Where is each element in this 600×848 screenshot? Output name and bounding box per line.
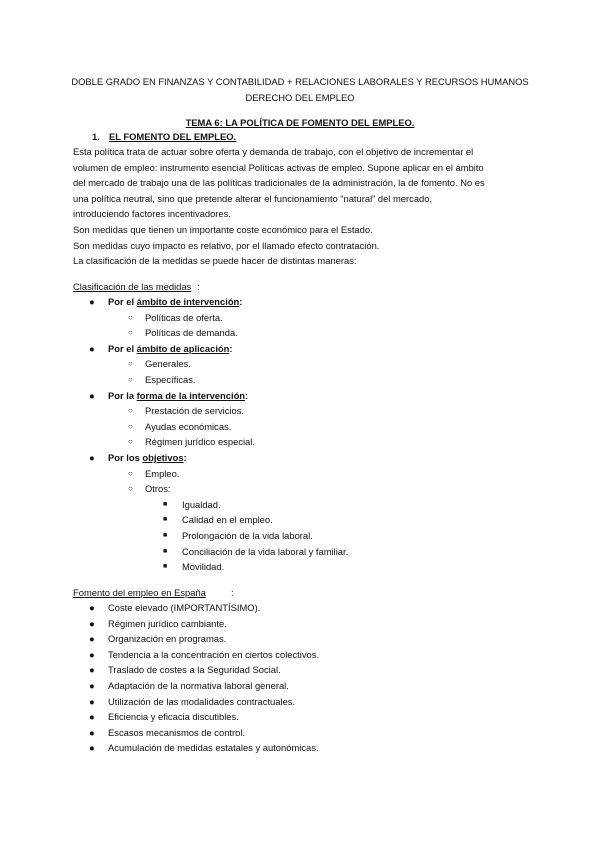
bullet-icon: ● (89, 602, 95, 613)
circle-bullet-icon: ○ (128, 312, 133, 322)
bullet-icon: ● (89, 648, 95, 660)
bullet-icon: ● (89, 742, 95, 754)
list-item: ○ Otros: (0, 481, 600, 497)
fomento-heading-colon: : (231, 587, 234, 598)
header-degree: DOBLE GRADO EN FINANZAS Y CONTABILIDAD + RELACIONES LABORALES Y RECURSOS HUMANOS (71, 76, 529, 87)
circle-bullet-icon: ○ (128, 421, 133, 431)
bullet-icon: ● (89, 617, 95, 629)
list-item: ● Régimen jurídico cambiante. (0, 616, 600, 632)
list-item: ● Traslado de costes a la Seguridad Social. (0, 662, 600, 678)
topic-title: TEMA 6: LA POLÍTICA DE FOMENTO DEL EMPLEO. (185, 117, 415, 128)
square-bullet-icon: ■ (163, 500, 168, 508)
list-item: ○ Prestación de servicios. (0, 403, 600, 419)
paragraph-line: una política neutral, sino que pretende alterar el funcionamiento “natural” del mercado, (73, 192, 433, 204)
list-item: ● Coste elevado (IMPORTANTÍSIMO). (0, 600, 600, 616)
list-item: ○ Políticas de demanda. (0, 325, 600, 341)
paragraph-line: introduciendo factores incentivadores. (73, 208, 231, 220)
list-item: ● Eficiencia y eficacia discutibles. (0, 709, 600, 725)
list-item: ○ Específicas. (0, 372, 600, 388)
list-item: ● Por la forma de la intervención: (0, 388, 600, 404)
list-item: ● Organización en programas. (0, 631, 600, 647)
list-item: ■ Calidad en el empleo. (0, 512, 600, 528)
bullet-icon: ● (89, 695, 95, 707)
list-item: ● Por los objetivos: (0, 450, 600, 466)
circle-bullet-icon: ○ (128, 406, 133, 416)
square-bullet-icon: ■ (163, 563, 168, 571)
fomento-heading: Fomento del empleo en España (73, 587, 206, 598)
list-item: ○ Generales. (0, 356, 600, 372)
section-title: EL FOMENTO DEL EMPLEO. (109, 131, 237, 142)
circle-bullet-icon: ○ (128, 468, 133, 478)
bullet-icon: ● (89, 679, 95, 691)
list-item: ● Escasos mecanismos de control. (0, 725, 600, 741)
intro-paragraph (73, 144, 533, 269)
circle-bullet-icon: ○ (128, 328, 133, 338)
bullet-icon: ● (89, 726, 95, 738)
list-item: ■ Igualdad. (0, 497, 600, 513)
bullet-icon: ● (89, 389, 95, 401)
list-item: ● Tendencia a la concentración en ciertos colectivos. (0, 647, 600, 663)
square-bullet-icon: ■ (163, 547, 168, 555)
list-item: ■ Conciliación de la vida laboral y familiar. (0, 544, 600, 560)
circle-bullet-icon: ○ (128, 359, 133, 369)
section-heading (92, 129, 236, 145)
clasificacion-list (0, 294, 600, 575)
paragraph-line: volumen de empleo: instrumento esencial Políticas activas de empleo. Supone aplicar en el ámbito (73, 161, 484, 173)
paragraph-line: Son medidas cuyo impacto es relativo, por el llamado efecto contratación. (73, 239, 380, 251)
circle-bullet-icon: ○ (128, 484, 133, 494)
list-item: ○ Políticas de oferta. (0, 310, 600, 326)
paragraph-line: Esta política trata de actuar sobre oferta y demanda de trabajo, con el objetivo de incrementar el (73, 146, 474, 157)
bullet-icon: ● (89, 296, 95, 307)
paragraph-line: del mercado de trabajo una de las políticas tradicionales de la administración, la de fomento. No es (73, 177, 485, 189)
bullet-icon: ● (89, 451, 95, 463)
clasificacion-heading: Clasificación de las medidas (73, 281, 192, 292)
list-item: ● Utilización de las modalidades contractuales. (0, 694, 600, 710)
bullet-icon: ● (89, 711, 95, 723)
square-bullet-icon: ■ (163, 531, 168, 539)
square-bullet-icon: ■ (163, 516, 168, 524)
circle-bullet-icon: ○ (128, 374, 133, 384)
list-item: ■ Prolongación de la vida laboral. (0, 528, 600, 544)
circle-bullet-icon: ○ (128, 437, 133, 447)
list-item: ● Acumulación de medidas estatales y autonómicas. (0, 740, 600, 756)
section-number: 1. (92, 131, 100, 142)
list-item: ● Adaptación de la normativa laboral general. (0, 678, 600, 694)
list-item: ■ Movilidad. (0, 559, 600, 575)
bullet-icon: ● (89, 342, 95, 354)
list-item: ● Por el ámbito de aplicación: (0, 341, 600, 357)
header-subject: DERECHO DEL EMPLEO (245, 92, 355, 103)
list-item: ● Por el ámbito de intervención: (0, 294, 600, 310)
paragraph-line: La clasificación de la medidas se puede hacer de distintas maneras: (73, 255, 357, 267)
bullet-icon: ● (89, 633, 95, 645)
bullet-icon: ● (89, 664, 95, 676)
list-item: ○ Empleo. (0, 466, 600, 482)
fomento-list (0, 600, 600, 756)
clasificacion-heading-colon: : (197, 281, 200, 292)
paragraph-line: Son medidas que tienen un importante coste económico para el Estado. (73, 223, 373, 235)
list-item: ○ Ayudas económicas. (0, 419, 600, 435)
list-item: ○ Régimen jurídico especial. (0, 434, 600, 450)
